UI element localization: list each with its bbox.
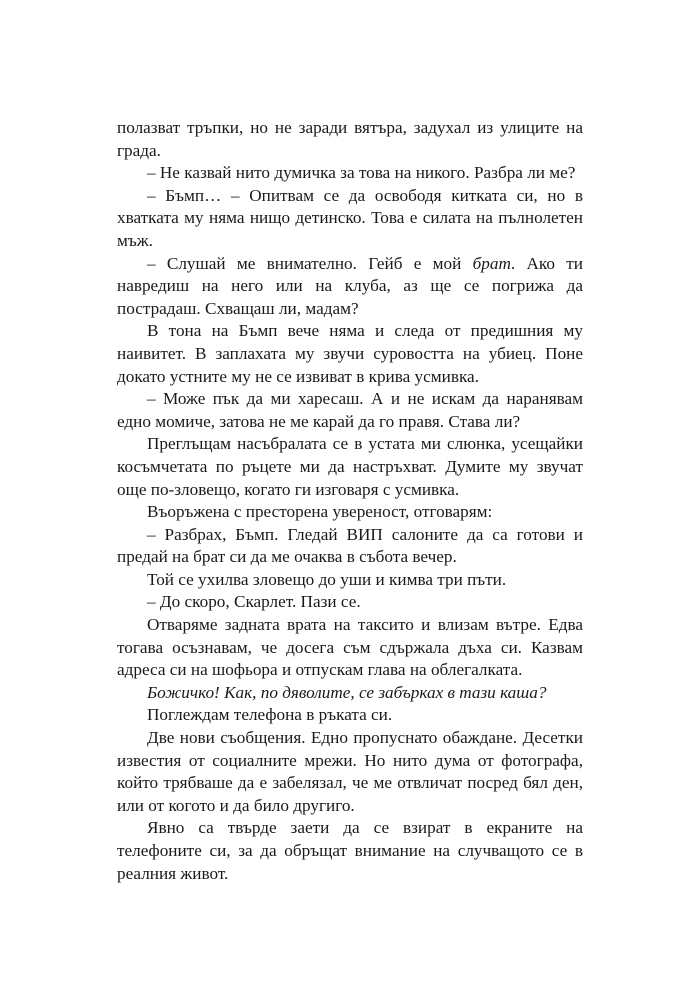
paragraph-11: – До скоро, Скарлет. Пази се. [147,592,361,612]
paragraph-9: – Разбрах, Бъмп. Гледай ВИП салоните да са готови и предай на брат си да ме очаква в събота вечер. [117,524,583,567]
paragraph-4 [117,253,583,321]
paragraph-1: полазват тръпки, но не заради вятъра, задухал из улиците на града. [117,118,583,160]
paragraph-10: Той се ухилва зловещо до уши и кимва три пъти. [147,569,507,589]
paragraph-14: Поглеждам телефона в ръката си. [147,705,393,725]
paragraph-16: Явно са твърде заети да се взират в екраните на телефоните си, за да обръщат внимание на случващото се в реалния живот. [117,818,583,883]
paragraph-8: Въоръжена с престорена увереност, отговарям: [147,502,493,522]
paragraph-13-italic [117,682,583,705]
paragraph-5: В тона на Бъмп вече няма и следа от предишния му наивитет. В заплахата му звучи суровостта на убиец. Поне докато устните му не се извиват в крива усмивка. [117,321,583,386]
page-body [117,117,583,885]
paragraph-2: – Не казвай нито думичка за това на никого. Разбра ли ме? [147,163,576,183]
paragraph-12: Отваряме задната врата на таксито и влизам вътре. Едва тогава осъзнавам, че досега съм сдържала дъха си. Казвам адреса си на шофьора и отпускам глава на облегалката. [117,615,583,680]
paragraph-7: Преглъщам насъбралата се в устата ми слюнка, усещайки косъмчетата по ръцете ми да настръхват. Думите му звучат още по-зловещо, когато ги изговаря с усмивка. [117,434,583,499]
paragraph-15: Две нови съобщения. Едно пропуснато обаждане. Десетки известия от социалните мрежи. Но нито дума от фотографа, който трябваше да е забелязал, че ме отвличат посред бял ден, или от когото и да било другиго. [117,728,583,815]
italic-word: брат [472,253,511,273]
italic-thought: Божичко! Как, по дяволите, се забърках в тази каша? [147,682,547,702]
paragraph-3: – Бъмп… – Опитвам се да освободя китката си, но в хватката му няма нищо детинско. Това е силата на пълнолетен мъж. [117,185,583,250]
paragraph-6: – Може пък да ми харесаш. А и не искам да наранявам едно момиче, затова не ме карай да го правя. Става ли? [117,389,583,431]
paragraph-4-start: – Слушай ме внимателно. Гейб е мой [147,253,473,273]
paragraph-4-end: . Ако ти навредиш на него или на клуба, аз ще се погрижа да пострадаш. Схващаш ли, мадам? [117,253,583,318]
